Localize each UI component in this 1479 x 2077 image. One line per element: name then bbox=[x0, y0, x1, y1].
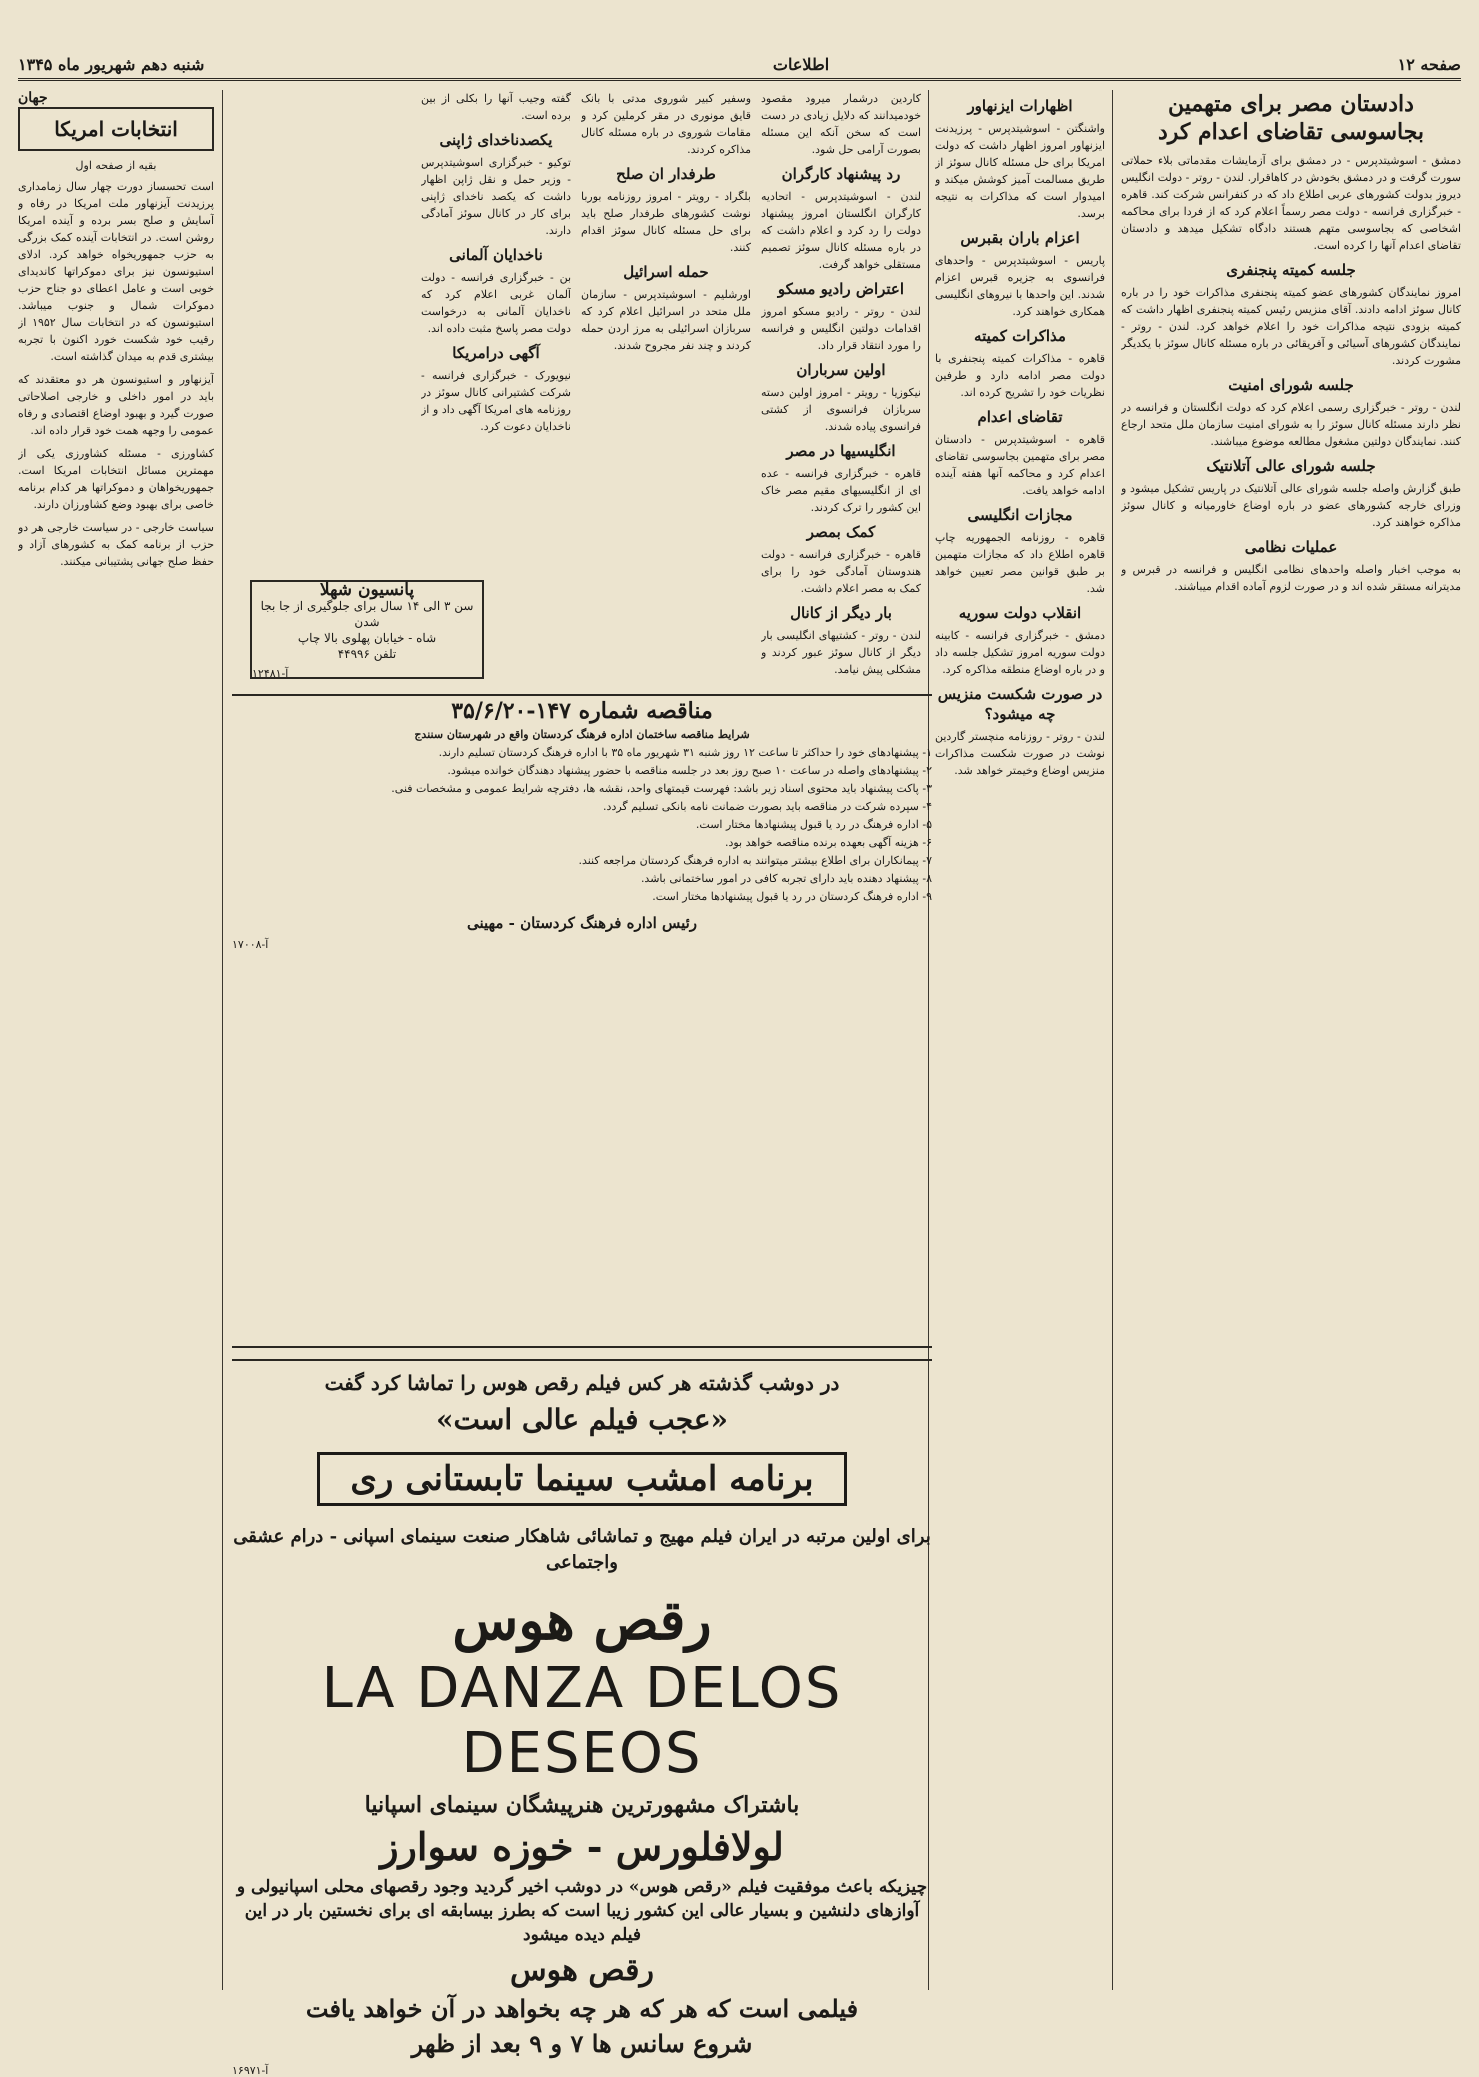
article-body: طبق گزارش واصله جلسه شورای عالی آتلانتیک در پاریس تشکیل میشود و وزرای خارجه کشورهای عضو در باره اوضاع خاورمیانه و کانال سوئز مذاکره خواهند کرد. bbox=[1121, 482, 1461, 529]
tender-item: ۲- پیشنهادهای واصله در ساعت ۱۰ صبح روز بعد در جلسه مناقصه با حضور پیشنهاد دهندگان خوانده میشود. bbox=[447, 764, 932, 777]
tender-notice bbox=[232, 694, 932, 1348]
tender-item: ۷- پیمانکاران برای اطلاع بیشتر میتوانند به اداره فرهنگ کردستان مراجعه کنند. bbox=[578, 854, 932, 867]
tender-intro: شرایط مناقصه ساختمان اداره فرهنگ کردستان واقع در شهرستان سنندج bbox=[414, 728, 750, 741]
ad-tagline: فیلمی است که هر که هر چه بخواهد در آن خواهد یافت bbox=[305, 1994, 859, 2023]
ad-showtimes: شروع سانس ها ۷ و ۹ بعد از ظهر bbox=[411, 2029, 753, 2058]
article-body: کشاورزی - مسئله کشاورزی یکی از مهمترین مسائل انتخابات امریکا است. جمهوریخواهان و دموکراتها هر کدام برنامه خاصی برای بهبود وضع کشاورزان دارند. bbox=[18, 447, 214, 511]
film-title-spanish: LA DANZA DELOS DESEOS bbox=[321, 1656, 843, 1786]
news-column-3 bbox=[761, 90, 921, 680]
subheading: انگلیسیها در مصر bbox=[786, 442, 896, 460]
page-header bbox=[18, 50, 1461, 81]
tender-item: ۵- اداره فرهنگ در رد یا قبول پیشنهادها مختار است. bbox=[695, 818, 932, 831]
subheading: رد پیشنهاد کارگران bbox=[781, 165, 901, 183]
continued-note: بقیه از صفحه اول bbox=[75, 159, 157, 172]
article-body: قاهره - اسوشیتدپرس - دادستان مصر برای متهمین بجاسوسی تقاضای اعدام کرد و محاکمه آنها هفته آینده ادامه خواهد یافت. bbox=[935, 433, 1105, 497]
news-column-4 bbox=[581, 90, 751, 680]
film-title-persian: رقص هوس bbox=[452, 1588, 712, 1652]
tender-signature: رئیس اداره فرهنگ کردستان - مهینی bbox=[466, 914, 698, 932]
news-column-5 bbox=[421, 90, 571, 590]
article-body: بلگراد - رویتر - امروز روزنامه بوربا نوشت کشورهای طرفدار صلح باید برای حل مسئله کانال سوئز اقدام کنند. bbox=[581, 190, 751, 254]
tender-title: مناقصه شماره ۱۴۷-۳۵/۶/۲۰ bbox=[451, 698, 713, 724]
article-body: پاریس - اسوشیتدپرس - واحدهای فرانسوی به جزیره قبرس اعزام شدند. این واحدها با نیروهای انگلیسی همکاری خواهند کرد. bbox=[935, 254, 1105, 318]
film-title-repeat: رقص هوس bbox=[510, 1953, 654, 1988]
subheading: در صورت شکست منزیس چه میشود؟ bbox=[937, 685, 1103, 723]
news-column-2 bbox=[935, 90, 1105, 1990]
cinema-ad bbox=[232, 1359, 932, 2077]
tender-code: آ-۱۷۰۰۸ bbox=[232, 938, 269, 951]
column-divider bbox=[1112, 90, 1113, 1990]
newspaper-name: اطلاعات bbox=[772, 54, 830, 74]
subheading: اعزام باران بقبرس bbox=[960, 229, 1080, 247]
subheading: جلسه شورای امنیت bbox=[1228, 376, 1354, 394]
subheading: جلسه کمیته پنجنفری bbox=[1226, 261, 1356, 279]
article-body: سیاست خارجی - در سیاست خارجی هر دو حزب از برنامه کمک به کشورهای آزاد و حفظ صلح جهانی پشتیبانی میکنند. bbox=[18, 521, 214, 568]
subheading: یکصدناخدای ژاپنی bbox=[439, 131, 553, 149]
tender-item: ۶- هزینه آگهی بعهده برنده مناقصه خواهد بود. bbox=[724, 836, 932, 849]
subheading: مجازات انگلیسی bbox=[967, 506, 1073, 524]
article-body: قاهره - خبرگزاری فرانسه - دولت هندوستان آمادگی خود را برای کمک به مصر اعلام داشت. bbox=[761, 548, 921, 595]
subheading: اولین سرباران bbox=[796, 361, 886, 379]
subheading: آگهی درامریکا bbox=[452, 344, 540, 362]
ad-line: شاه - خیابان پهلوی بالا چاپ bbox=[297, 631, 437, 645]
article-body: کاردین درشمار میرود مقصود خودمیدانند که دلایل زیادی در دست است که سخن آنکه این مسئله بصورت آرامی حل شود. bbox=[761, 92, 921, 156]
article-body: قاهره - روزنامه الجمهوریه چاپ قاهره اطلاع داد که مجازات متهمین بر طبق قوانین مصر تعیین خواهد شد. bbox=[935, 531, 1105, 595]
article-body: نیکوزیا - رویتر - امروز اولین دسته سربازان فرانسوی از کشتی فرانسوی پیاده شدند. bbox=[761, 386, 921, 433]
subheading: تقاضای اعدام bbox=[977, 408, 1063, 426]
section-label: جهان bbox=[18, 90, 48, 106]
ad-quote: «عجب فیلم عالی است» bbox=[435, 1403, 729, 1436]
subheading: اظهارات ایزنهاور bbox=[967, 97, 1073, 115]
article-body: قاهره - مذاکرات کمیته پنجنفری با دولت مصر ادامه دارد و طرفین نظریات خود را تشریح کرده اند. bbox=[935, 352, 1105, 399]
article-body: دمشق - خبرگزاری فرانسه - کابینه دولت سوریه امروز تشکیل جلسه داد و در باره اوضاع منطقه مذاکره کرد. bbox=[935, 629, 1105, 676]
article-body: دمشق - اسوشیتدپرس - در دمشق برای آزمایشات مقدماتی بلاء حملاتی سورت گرفت و در دمشق بخودش در کاهاقرار. لندن - روتر - دولت انگلیس دیروز بدولت کشورهای عربی اطلاع داد که در کنفرانس شرکت کند. قاهره - خبرگزاری فرانسه - دولت مصر رسماً اعلام کرد که از فردا برای محاکمه اشخاصی که بجاسوسی متهم هستند دادگاه تشکیل میدهد و دادستان تقاضای اعدام آنها را کرده است. bbox=[1121, 154, 1461, 252]
article-body: لندن - روتر - خبرگزاری رسمی اعلام کرد که دولت انگلستان و فرانسه در نظر دارند مسئله کانال سوئز را به شورای امنیت سازمان ملل متحد ارجاع کنند. نمایندگان دولتین مشغول مطالعه موضوع میباشند. bbox=[1121, 401, 1461, 448]
article-body: نیویورک - خبرگزاری فرانسه - شرکت کشتیرانی کانال سوئز در روزنامه های امریکا آگهی داد و از ناخدایان دعوت کرد. bbox=[421, 369, 571, 433]
tender-item: ۳- پاکت پیشنهاد باید محتوی اسناد زیر باشد: فهرست قیمتهای واحد، نقشه ها، دفترچه شرایط عمومی و مشخصات فنی. bbox=[391, 782, 932, 795]
subheading: حمله اسرائیل bbox=[623, 263, 709, 281]
ad-line: تلفن ۴۴۹۹۶ bbox=[337, 647, 397, 661]
subheading: عملیات نظامی bbox=[1244, 538, 1338, 556]
ad-title: پانسیون شهلا bbox=[319, 580, 415, 600]
headline: انتخابات امریکا bbox=[18, 107, 214, 151]
ad-program-title: برنامه امشب سینما تابستانی ری bbox=[317, 1452, 846, 1506]
ad-line: سن ۳ الی ۱۴ سال برای جلوگیری از جا بجا شدن bbox=[260, 599, 474, 629]
article-body: بن - خبرگزاری فرانسه - دولت آلمان غربی اعلام کرد که ناخدایان آلمانی به درخواست دولت مصر پاسخ مثبت داده اند. bbox=[421, 271, 571, 335]
subheading: کمک بمصر bbox=[806, 523, 876, 541]
article-body: واشنگتن - اسوشیتدپرس - پرزیدنت ایزنهاور امروز اظهار داشت که دولت امریکا برای حل مسئله کانال سوئز از طریق مسالمت آمیز کوشش میکند و امیدوار است که مذاکرات به نتیجه برسد. bbox=[935, 122, 1105, 220]
column-divider bbox=[222, 90, 223, 1990]
article-body: آیزنهاور و استیونسون هر دو معتقدند که باید در امور داخلی و خارجی اصلاحاتی صورت گیرد و بهبود اوضاع اقتصادی و رفاه عمومی را وجهه همت خود قرار داده اند. bbox=[18, 373, 214, 437]
article-body: قاهره - خبرگزاری فرانسه - عده ای از انگلیسیهای مقیم مصر خاک این کشور را ترک کردند. bbox=[761, 467, 921, 514]
subheading: مذاکرات کمیته bbox=[974, 327, 1066, 345]
ad-intro: در دوشب گذشته هر کس فیلم رقص هوس را تماشا کرد گفت bbox=[324, 1371, 840, 1395]
article-egypt bbox=[1121, 90, 1461, 1990]
article-body: وسفیر کبیر شوروی مدتی با بانک قایق مونوری در مقر کرملین کرد و مقامات شوروی در باره مسئله کانال مذاکره کردند. bbox=[581, 92, 751, 156]
tender-item: ۹- اداره فرهنگ کردستان در رد یا قبول پیشنهادها مختار است. bbox=[652, 890, 932, 903]
article-body: است تحسساز دورت چهار سال زمامداری پرزیدنت آیزنهاور ملت امریکا در رفاه و آسایش و صلح بسر برده و آینده امریکا روشن است. در انتخابات آینده کمک بزرگی به حزب جمهوریخواه خواهد کرد. ادلای استیونسون نیز برای دموکراتها کاندیدای خوبی است و عامل اعطای دو جناح حزب دموکرات شمال و جنوب میباشد. استیونسون که در انتخابات سال ۱۹۵۲ از رقیب خود شکست خورد اکنون با تجربه بیشتری قدم به میدان گذاشته است. bbox=[18, 180, 214, 363]
article-body: امروز نمایندگان کشورهای عضو کمیته پنجنفری مذاکرات خود را در باره کانال سوئز ادامه دادند. آقای منزیس رئیس کمیته پنجنفری اظهار داشت که کمیته بزودی نتیجه مذاکرات خود را اعلام خواهد کرد. لندن - روتر - نمایندگان کشورهای آسیائی و آفریقائی در باره مسئله کانال سوئز با یکدیگر مشورت کردند. bbox=[1121, 286, 1461, 367]
ad-code: آ-۱۶۹۷۱ bbox=[232, 2064, 269, 2077]
ad-cast-intro: باشتراک مشهورترین هنرپیشگان سینمای اسپانیا bbox=[364, 1792, 800, 1818]
subheading: بار دیگر از کانال bbox=[790, 604, 892, 622]
headline: دادستان مصر برای متهمین بجاسوسی تقاضای اعدام کرد bbox=[1157, 91, 1425, 145]
tender-item: ۱- پیشنهادهای خود را حداکثر تا ساعت ۱۲ روز شنبه ۳۱ شهریور ماه ۳۵ با اداره فرهنگ کردستان تسلیم دارند. bbox=[438, 746, 932, 759]
article-body: اورشلیم - اسوشیتدپرس - سازمان ملل متحد در اسرائیل اعلام کرد که سربازان اسرائیلی به مرز اردن حمله کردند و چند نفر مجروح شدند. bbox=[581, 288, 751, 352]
article-body: لندن - روتر - روزنامه منچستر گاردین نوشت در صورت شکست مذاکرات منزیس اوضاع وخیمتر خواهد شد. bbox=[935, 730, 1105, 777]
page-number: صفحه ۱۲ bbox=[1397, 54, 1461, 74]
subheading: ناخدایان آلمانی bbox=[449, 246, 543, 264]
us-election-article bbox=[18, 90, 214, 1990]
ad-description: برای اولین مرتبه در ایران فیلم مهیج و تماشائی شاهکار صنعت سینمای اسپانی - درام عشقی واجتماعی bbox=[233, 1526, 931, 1573]
ad-code: آ-۱۲۴۸۱ bbox=[252, 667, 289, 680]
ad-cast-names: لولافلورس - خوزه سوارز bbox=[380, 1824, 784, 1869]
article-body: لندن - اسوشیتدپرس - اتحادیه کارگران انگلستان امروز پیشنهاد دولت را رد کرد و اعلام داشت که در باره مسئله کانال سوئز تصمیم مستقلی خواهد گرفت. bbox=[761, 190, 921, 271]
tender-item: ۸- پیشنهاد دهنده باید دارای تجربه کافی در امور ساختمانی باشد. bbox=[640, 872, 932, 885]
article-body: لندن - روتر - کشتیهای انگلیسی بار دیگر از کانال سوئز عبور کردند و مشکلی پیش نیامد. bbox=[761, 629, 921, 676]
issue-date: شنبه دهم شهریور ماه ۱۳۴۵ bbox=[18, 54, 205, 74]
article-body: توکیو - خبرگزاری اسوشیتدپرس - وزیر حمل و نقل ژاپن اظهار داشت که یکصد ناخدای ژاپنی برای کار در کانال سوئز آمادگی دارند. bbox=[421, 156, 571, 237]
page bbox=[18, 14, 1461, 2077]
pension-ad bbox=[250, 580, 484, 679]
ad-details: چیزیکه باعث موفقیت فیلم «رقص هوس» در دوشب اخیر گردید وجود رقصهای محلی اسپانیولی و آوازهای دلنشین و بسیار عالی این کشور زیبا است که بطرز بیسابقه ای برای نخستین بار در این فیلم دیده میشود bbox=[236, 1877, 928, 1945]
subheading: جلسه شورای عالی آتلانتیک bbox=[1206, 457, 1376, 475]
article-body: به موجب اخبار واصله واحدهای نظامی انگلیس و فرانسه در قبرس و مدیترانه مستقر شده اند و در صورت لزوم آماده اقدام میباشند. bbox=[1121, 563, 1461, 593]
article-body: گفته وجیب آنها را بکلی از بین برده است. bbox=[421, 92, 571, 122]
subheading: انقلاب دولت سوریه bbox=[958, 604, 1082, 622]
tender-item: ۴- سپرده شرکت در مناقصه باید بصورت ضمانت نامه بانکی تسلیم گردد. bbox=[603, 800, 932, 813]
article-body: لندن - روتر - رادیو مسکو امروز اقدامات دولتین انگلیس و فرانسه را مورد انتقاد قرار داد. bbox=[761, 305, 921, 352]
subheading: اعتراض رادیو مسکو bbox=[777, 280, 905, 298]
subheading: طرفدار ان صلح bbox=[616, 165, 716, 183]
